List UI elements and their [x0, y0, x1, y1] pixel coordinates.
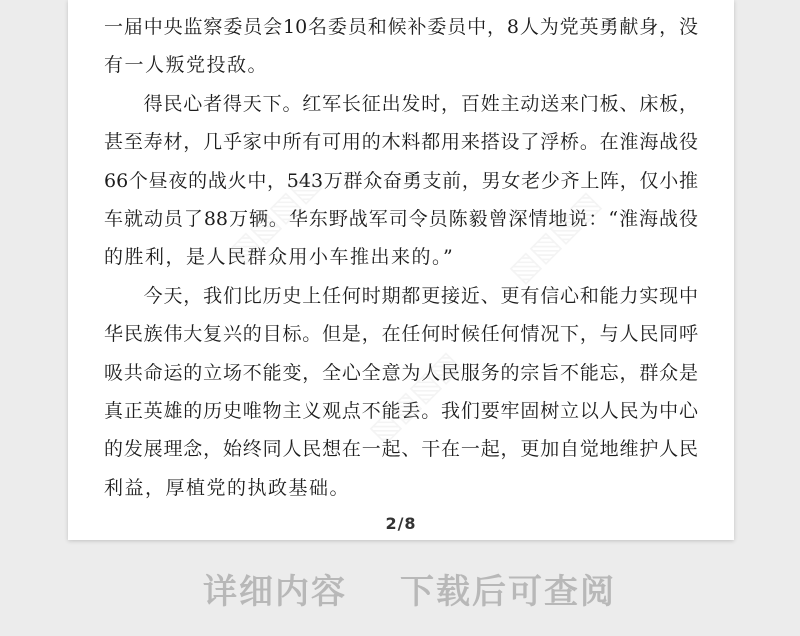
- text-line: 一届中央监察委员会10名委员和候补委员中，8人为党英勇献身，没: [104, 16, 698, 38]
- details-button[interactable]: 详细内容: [203, 572, 347, 612]
- text-line: 华民族伟大复兴的目标。但是，在任何时候任何情况下，与人民同呼: [104, 323, 698, 346]
- download-footer: [0, 540, 800, 636]
- page-number: 2/8: [385, 514, 417, 533]
- text-line: 得民心者得天下。红军长征出发时，百姓主动送来门板、床板，: [104, 92, 698, 115]
- document-body: [104, 8, 698, 507]
- watermark-graphic: ▧▧▧▧: [362, 345, 468, 450]
- download-to-view-button[interactable]: 下载后可查阅: [400, 572, 616, 612]
- text-line: 的发展理念，始终同人民想在一起、干在一起，更加自觉地维护人民: [104, 438, 698, 461]
- text-line: 有一人叛党投敌。: [104, 54, 269, 77]
- text-line: 的胜利，是人民群众用小车推出来的。”: [104, 246, 455, 269]
- text-line: 真正英雄的历史唯物主义观点不能丢。我们要牢固树立以人民为中心: [104, 399, 698, 422]
- text-line: 吸共命运的立场不能变，全心全意为人民服务的宗旨不能忘，群众是: [104, 361, 698, 384]
- text-line: 今天，我们比历史上任何时期都更接近、更有信心和能力实现中: [104, 284, 698, 307]
- watermark-graphic: ▧▧▧▧: [222, 165, 328, 270]
- text-line: 利益，厚植党的执政基础。: [104, 476, 351, 499]
- text-line: 66个昼夜的战火中，543万群众奋勇支前，男女老少齐上阵，仅小推: [104, 169, 698, 192]
- text-line: 甚至寿材，几乎家中所有可用的木料都用来搭设了浮桥。在淮海战役: [104, 131, 698, 154]
- document-page: [68, 0, 734, 540]
- text-line: 车就动员了88万辆。华东野战军司令员陈毅曾深情地说：“淮海战役: [104, 207, 698, 230]
- watermark-graphic: ▧▧▧▧: [502, 185, 608, 290]
